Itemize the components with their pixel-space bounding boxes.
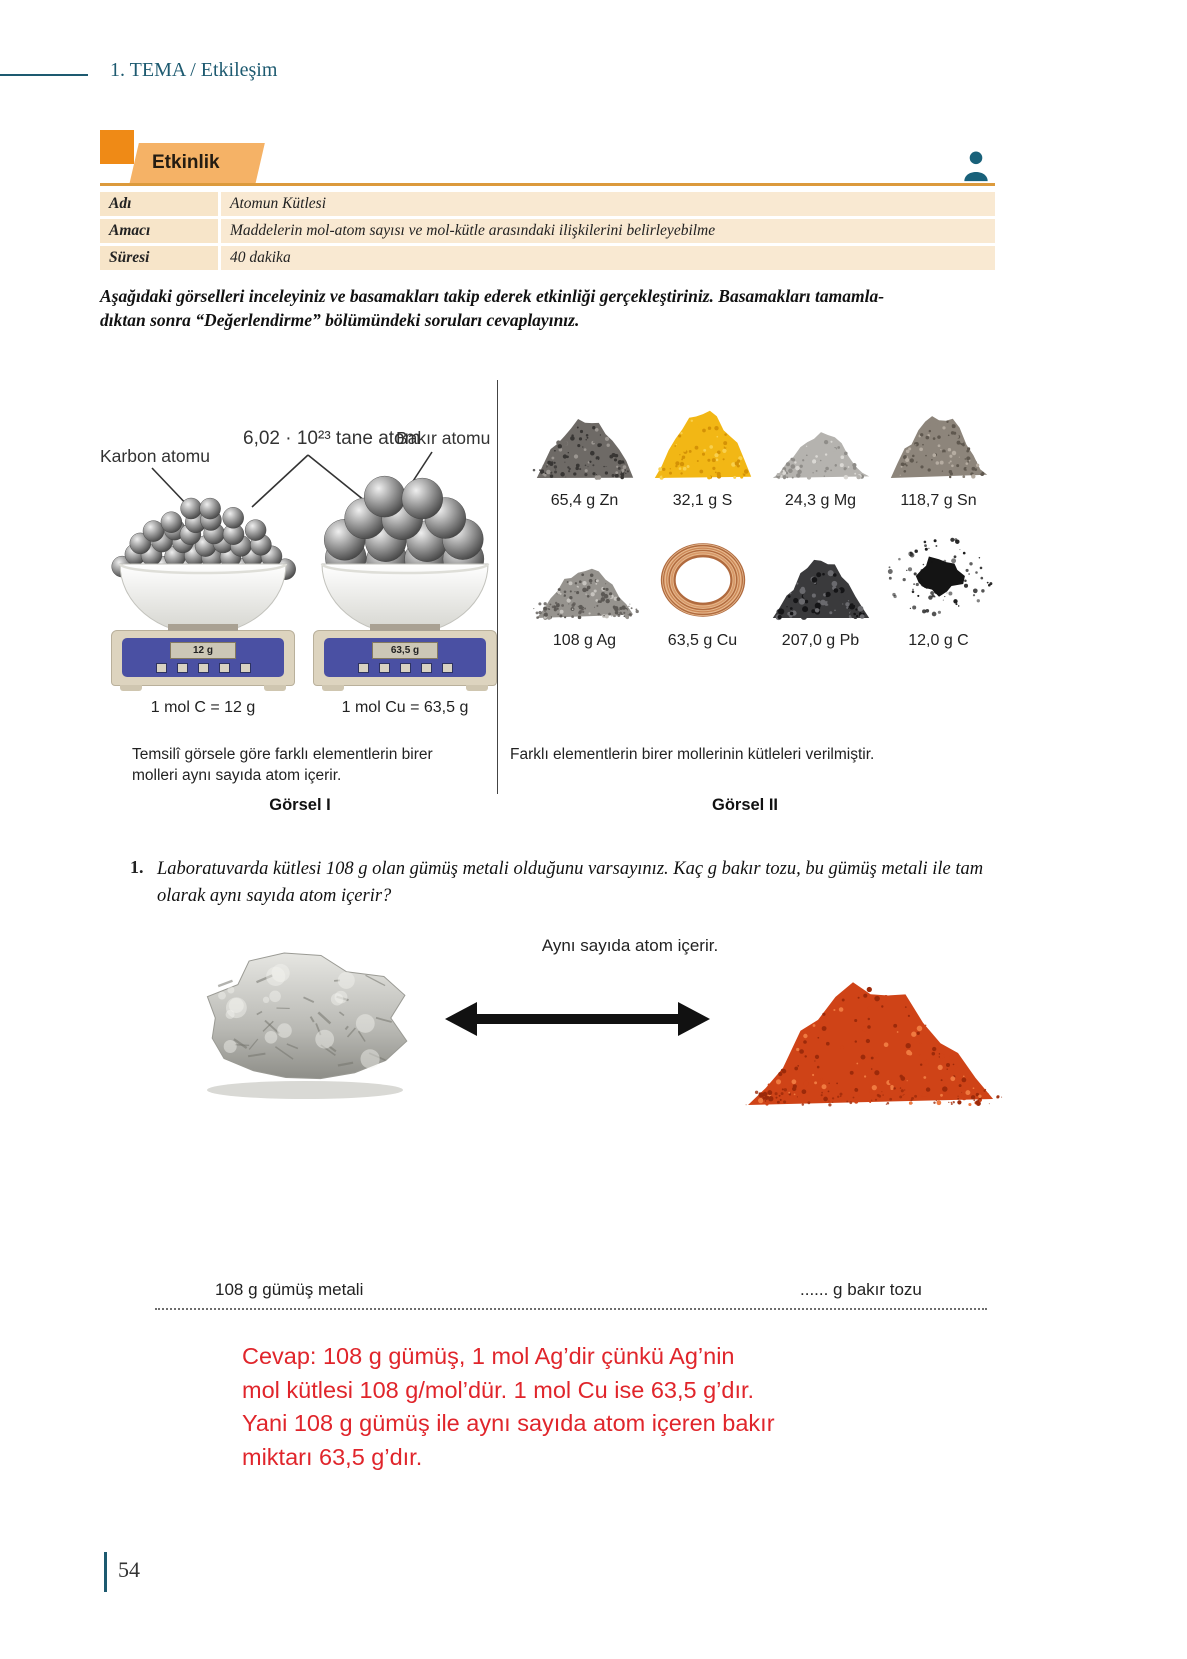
element-sample-ag <box>528 530 641 650</box>
digital-scale <box>111 630 295 686</box>
table-row <box>100 246 995 270</box>
gorsel2-caption: Farklı elementlerin birer mollerinin kütleleri verilmiştir. <box>510 746 875 763</box>
element-sample-sn <box>882 390 995 510</box>
scale-panel <box>324 638 486 677</box>
row-label: Süresi <box>100 246 218 270</box>
silver-mass-label: 108 g gümüş metali <box>215 1280 364 1299</box>
copper-powder-image <box>728 932 1013 1117</box>
digital-scale <box>313 630 497 686</box>
page-number: 54 <box>118 1557 140 1582</box>
gorsel2-title: Görsel II <box>711 796 779 814</box>
tin-powder-image <box>883 390 995 490</box>
magnesium-powder-image <box>765 390 877 490</box>
activity-instruction <box>100 284 1000 332</box>
element-sample-zn <box>528 390 641 510</box>
double-arrow <box>445 1002 710 1036</box>
answer-line: Cevap: 108 g gümüş, 1 mol Ag’dir çünkü Ag’nin <box>242 1343 735 1369</box>
zinc-powder-image <box>529 390 641 490</box>
sulfur-powder-image <box>647 390 759 490</box>
element-sample-pb <box>764 530 877 650</box>
instruction-line1: Aşağıdaki görselleri inceleyiniz ve basamakları takip ederek etkinliği gerçekleştiriniz. Basamakları tamamla- <box>100 286 885 306</box>
atom-count-label: 6,02 · 10²³ tane atom <box>243 428 421 449</box>
copper-atoms-bowl-image <box>310 468 500 636</box>
answer-line: Yani 108 g gümüş ile aynı sayıda atom içeren bakır <box>242 1410 775 1436</box>
activity-banner-label: Etkinlik <box>152 152 220 173</box>
element-mass-label: 118,7 g Sn <box>900 492 977 509</box>
carbon-atom-label: Karbon atomu <box>100 446 210 466</box>
carbon-powder-image <box>883 530 995 630</box>
silver-powder-image <box>529 530 641 630</box>
visuals-section <box>100 378 995 828</box>
gorsel1-title: Görsel I <box>269 796 331 814</box>
instruction-line2: dıktan sonra “Değerlendirme” bölümündeki soruları cevaplayınız. <box>100 310 580 330</box>
answer-line: mol kütlesi 108 g/mol’dür. 1 mol Cu ise 63,5 g’dır. <box>242 1376 755 1403</box>
page-number-bar <box>104 1552 107 1592</box>
question-number: 1. <box>130 857 144 877</box>
element-mass-label: 108 g Ag <box>552 632 617 649</box>
person-icon <box>962 150 990 182</box>
dotted-divider <box>155 1308 987 1310</box>
element-mass-label: 32,1 g S <box>672 492 733 509</box>
element-sample-c <box>882 530 995 650</box>
mol-equation-copper: 1 mol Cu = 63,5 g <box>341 699 469 716</box>
scale-buttons <box>324 663 486 673</box>
answer-line: miktarı 63,5 g’dır. <box>242 1443 423 1470</box>
gorsel1-caption: Temsilî görsele göre farklı elementlerin birer molleri aynı sayıda atom içerir. <box>132 746 433 784</box>
element-mass-label: 12,0 g C <box>908 632 969 649</box>
element-mass-label: 63,5 g Cu <box>667 632 738 649</box>
scale-display: 63,5 g <box>372 642 438 659</box>
row-label: Amacı <box>100 219 218 243</box>
arrow-caption: Aynı sayıda atom içerir. <box>541 936 719 955</box>
table-row <box>100 192 995 216</box>
copper-wire-image <box>647 530 759 630</box>
banner-square-decoration <box>100 130 134 164</box>
table-row <box>100 219 995 243</box>
scale-buttons <box>122 663 284 673</box>
scale-panel <box>122 638 284 677</box>
theme-header-rule <box>0 74 88 76</box>
copper-atom-label: Bakır atomu <box>396 428 491 448</box>
mol-equation-carbon: 1 mol C = 12 g <box>150 699 256 716</box>
silver-metal-image <box>175 938 435 1108</box>
theme-header-title: 1. TEMA / Etkileşim <box>110 59 278 81</box>
element-mass-label: 65,4 g Zn <box>550 492 619 509</box>
row-value: Atomun Kütlesi <box>221 192 995 216</box>
lead-granules-image <box>765 530 877 630</box>
activity-info-table <box>100 192 995 273</box>
copper-weighing-station <box>310 468 500 717</box>
element-mass-label: 207,0 g Pb <box>781 632 860 649</box>
question-text: Laboratuvarda kütlesi 108 g olan gümüş metali olduğunu varsayınız. Kaç g bakır tozu, bu gümüş metali ile tam olarak aynı sayıda atom içerir? <box>157 859 984 906</box>
carbon-atoms-bowl-image <box>108 468 298 636</box>
scale-display: 12 g <box>170 642 236 659</box>
element-sample-s <box>646 390 759 510</box>
row-label: Adı <box>100 192 218 216</box>
answer-text <box>242 1340 822 1474</box>
comparison-figure <box>100 930 1090 1320</box>
row-value: Maddelerin mol-atom sayısı ve mol-kütle arasındaki ilişkilerini belirleyebilme <box>221 219 995 243</box>
row-value: 40 dakika <box>221 246 995 270</box>
copper-mass-label: ...... g bakır tozu <box>800 1280 922 1299</box>
element-sample-mg <box>764 390 877 510</box>
element-samples-grid <box>528 390 995 650</box>
element-mass-label: 24,3 g Mg <box>784 492 857 509</box>
banner-underline <box>100 183 995 186</box>
carbon-weighing-station <box>108 468 298 717</box>
element-sample-cu <box>646 530 759 650</box>
